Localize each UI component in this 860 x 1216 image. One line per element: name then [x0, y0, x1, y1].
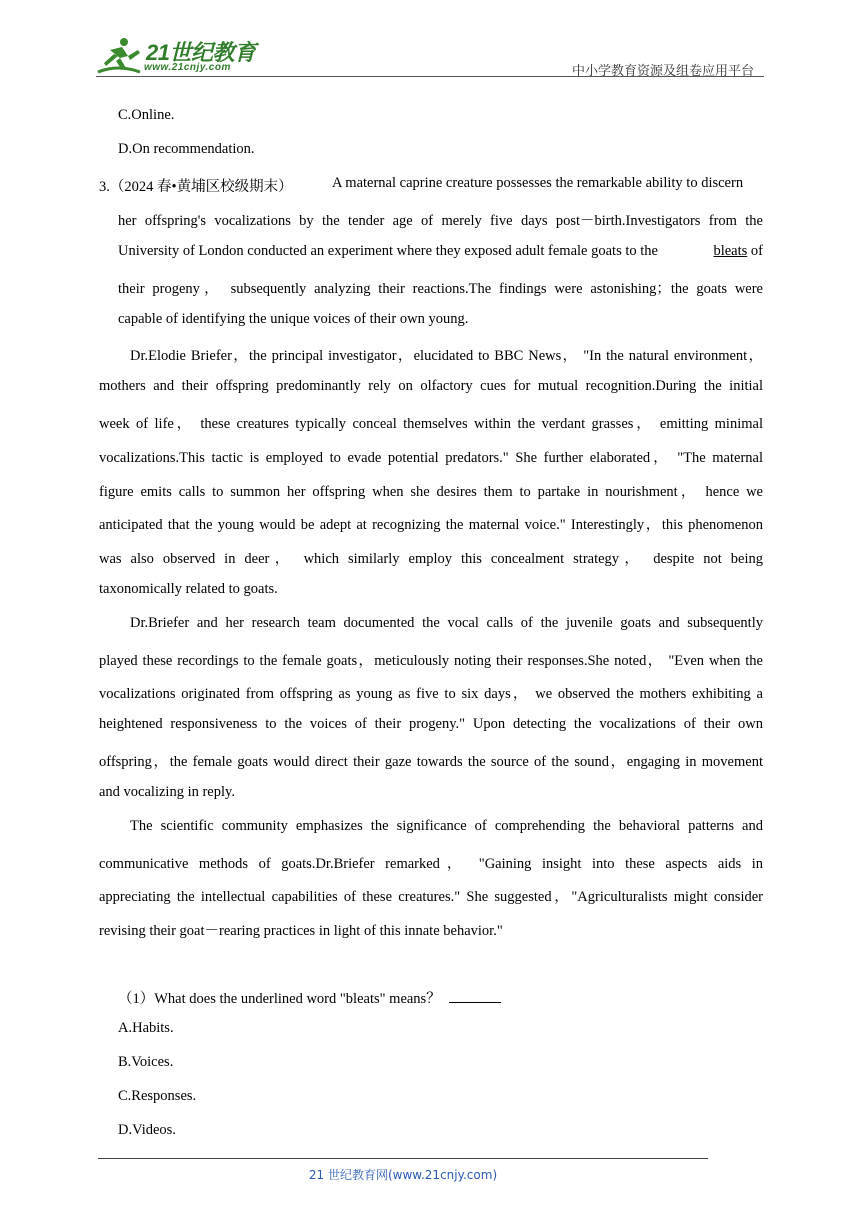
- option-d: D.On recommendation.: [118, 141, 255, 157]
- passage-p2-line-4: vocalizations.This tactic is employed to evade potential predators." She further elaborated， "The maternal: [99, 450, 763, 466]
- footer-text: 21 世纪教育网(www.21cnjy.com): [308, 1168, 498, 1182]
- header-divider: [96, 76, 764, 77]
- option-c: C.Online.: [118, 107, 175, 123]
- passage-p3-line-5: offspring，the female goats would direct their gaze towards the source of the sound，engaging in movement: [99, 754, 763, 770]
- passage-p2-line-3: week of life， these creatures typically conceal themselves within the verdant grasses， emitting minimal: [99, 416, 763, 432]
- passage-p4-line-2: communicative methods of goats.Dr.Briefer remarked， "Gaining insight into these aspects aids in: [99, 856, 763, 872]
- passage-p1-line-2: her offspring's vocalizations by the tender age of merely five days post－birth.Investigators from the: [118, 213, 763, 229]
- passage-p3-line-3: vocalizations originated from offspring as young as five to six days， we observed the mothers exhibiting a: [99, 686, 763, 702]
- footer-divider: [98, 1158, 708, 1159]
- site-logo: [96, 36, 266, 78]
- passage-p4-line-3: appreciating the intellectual capabilities of these creatures." She suggested，"Agriculturalists might consider: [99, 889, 763, 905]
- passage-p2-line-6: anticipated that the young would be adept at recognizing the maternal voice." Interestingly，this phenomenon: [99, 517, 763, 533]
- passage-p1-line-4: their progeny， subsequently analyzing their reactions.The findings were astonishing；the goats were: [118, 281, 763, 297]
- underlined-word-bleats: bleats: [713, 243, 748, 259]
- logo-url: www.21cnjy.com: [144, 62, 231, 73]
- question-number-source: 3.（2024 春•黄埔区校级期末）: [99, 179, 293, 195]
- passage-p1-line-3: University of London conducted an experiment where they exposed adult female goats to the bleats of: [118, 243, 763, 259]
- passage-p2-line-1: Dr.Elodie Briefer，the principal investigator，elucidated to BBC News， "In the natural environment，: [130, 348, 763, 364]
- page-footer: [0, 1166, 860, 1183]
- runner-logo-icon: [96, 36, 142, 76]
- subquestion-1-prompt: （1）What does the underlined word "bleats" means？: [118, 991, 441, 1007]
- passage-p4-line-4: revising their goat－rearing practices in light of this innate behavior.": [99, 923, 503, 939]
- platform-name: 中小学教育资源及组卷应用平台: [571, 64, 754, 79]
- passage-p1-line-5: capable of identifying the unique voices of their own young.: [118, 311, 469, 327]
- sub1-option-c: C.Responses.: [118, 1088, 197, 1104]
- passage-p2-line-2: mothers and their offspring predominantly rely on olfactory cues for mutual recognition.During the initial: [99, 378, 763, 394]
- sub1-option-d: D.Videos.: [118, 1122, 176, 1138]
- passage-p2-line-5: figure emits calls to summon her offspring when she desires them to partake in nourishment， hence we: [99, 484, 763, 500]
- answer-blank[interactable]: [449, 990, 501, 1003]
- sub1-option-b: B.Voices.: [118, 1054, 174, 1070]
- passage-p1-line-1: A maternal caprine creature possesses the remarkable ability to discern: [332, 175, 744, 191]
- passage-p2-line-8: taxonomically related to goats.: [99, 581, 278, 597]
- passage-p2-line-7: was also observed in deer， which similarly employ this concealment strategy， despite not being: [99, 551, 763, 567]
- passage-p3-line-4: heightened responsiveness to the voices of their progeny." Upon detecting the vocalizations of their own: [99, 716, 763, 732]
- passage-p3-line-2: played these recordings to the female goats，meticulously noting their responses.She noted， "Even when the: [99, 653, 763, 669]
- passage-p3-line-6: and vocalizing in reply.: [99, 784, 235, 800]
- sub1-option-a: A.Habits.: [118, 1020, 174, 1036]
- passage-p4-line-1: The scientific community emphasizes the significance of comprehending the behavioral patterns and: [130, 818, 763, 834]
- subquestion-1: [118, 987, 501, 1008]
- page-header: [0, 0, 860, 80]
- passage-p3-line-1: Dr.Briefer and her research team documented the vocal calls of the juvenile goats and subsequently: [130, 615, 763, 631]
- logo-text: 21世纪教育: [146, 40, 256, 65]
